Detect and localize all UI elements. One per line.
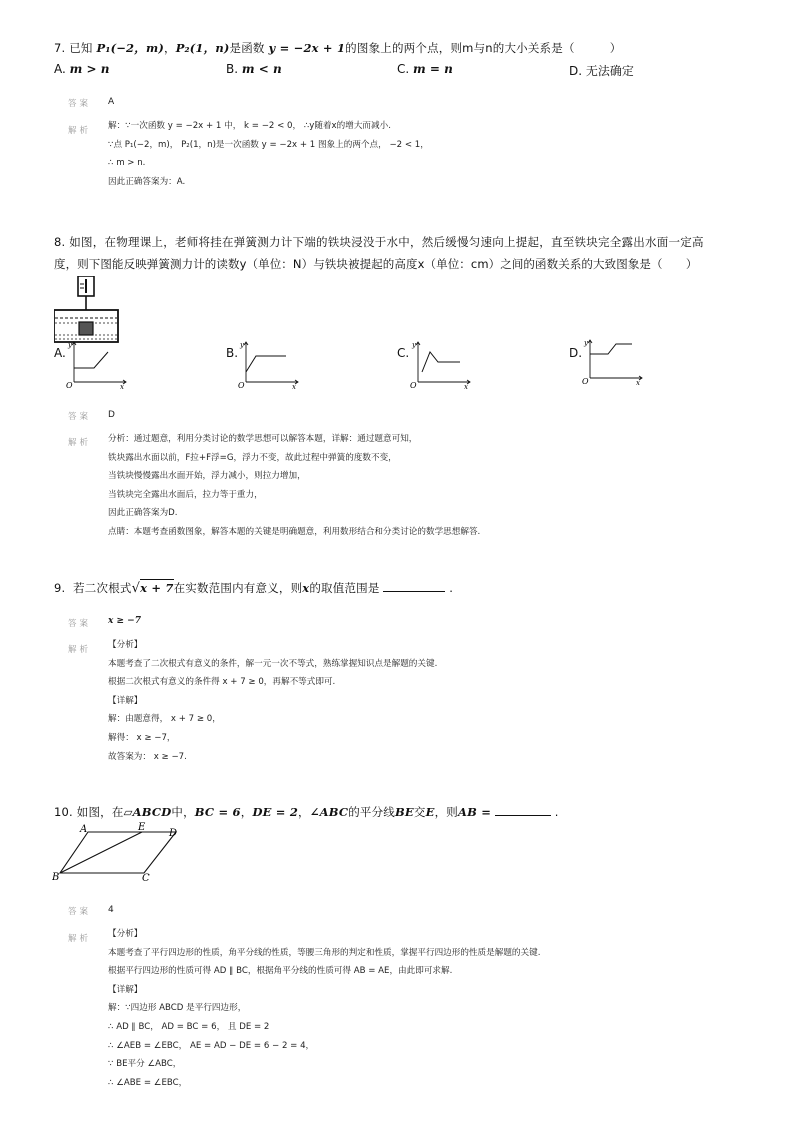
q9-stem-pre: 若二次根式 (73, 581, 132, 595)
q7-option-c-letter: C. (397, 62, 410, 76)
q7-option-b[interactable] (226, 62, 282, 76)
q10-stem-c: ， (298, 805, 310, 819)
q7-stem-post: 的图象上的两个点，则m与n的大小关系是（ ） (345, 41, 622, 55)
q10-stem-d: 的平分线 (348, 805, 395, 819)
q9-number: 9. (54, 581, 66, 595)
q9-radical: √ (131, 581, 141, 596)
q8-option-d-letter[interactable]: D. (569, 346, 583, 360)
q8-answer: D (108, 410, 115, 420)
point-a-label: A (80, 824, 88, 835)
spring-scale-figure (54, 276, 124, 344)
q10-analysis-line: ∵ BE平分 ∠ABC， (108, 1059, 182, 1070)
q7-point-p1: P₁(−2，m) (96, 41, 164, 55)
q7-number: 7. (54, 41, 66, 55)
q9-analysis-line: 【详解】 (108, 695, 143, 706)
q8-graph-c-y: y (412, 341, 416, 349)
q8-option-c-letter[interactable]: C. (397, 346, 410, 360)
q10-stem-e: 交 (413, 805, 426, 819)
q7-option-c[interactable] (397, 62, 453, 76)
q10-stem-b: ， (240, 805, 253, 819)
q7-stem-pre: 已知 (69, 41, 93, 55)
q7-analysis-line: 因此正确答案为：A. (108, 176, 186, 187)
q8-stem-line2: 度，则下图能反映弹簧测力计的读数y（单位：N）与铁块被提起的高度x（单位：cm）之间的函数关系的大致图象是（ ） (54, 257, 698, 271)
q8-answer-label: 答案 (68, 412, 92, 422)
q7-answer: A (108, 97, 115, 107)
q8-graph-a-y: y (68, 341, 72, 349)
point-e-label: E (138, 822, 146, 833)
q8-analysis-line: 分析：通过题意，利用分类讨论的数学思想可以解答本题，详解：通过题意可知， (108, 434, 418, 444)
q10-e: E (425, 805, 435, 819)
q10-analysis-line: ∴ AD ∥ BC， AD = BC = 6， 且 DE = 2 (108, 1021, 270, 1032)
q8-analysis (108, 430, 480, 542)
q7-stem-mid: 是函数 (229, 41, 265, 55)
q7-option-b-text: m < n (241, 62, 282, 76)
q9-var: x (302, 581, 310, 595)
q9-analysis-line: 故答案为： x ≥ −7. (108, 751, 187, 762)
q8-graph-a[interactable] (64, 338, 134, 390)
q10-analysis-label: 解析 (68, 934, 92, 944)
q10-analysis-line: 根据平行四边形的性质可得 AD ∥ BC，根据角平分线的性质可得 AB = AE，由此即可求解. (108, 966, 453, 977)
q9-analysis-line: 【分析】 (108, 640, 143, 650)
q10-analysis-line: ∴ ∠AEB = ∠EBC， AE = AD − DE = 6 − 2 = 4， (108, 1040, 315, 1051)
q8-analysis-line: 点睛：本题考查函数图象，解答本题的关键是明确题意，利用数形结合和分类讨论的数学思想解答. (108, 526, 481, 537)
q9-stem-mid: 在实数范围内有意义，则 (173, 581, 303, 595)
q8-analysis-line: 当铁块完全露出水面后，拉力等于重力， (108, 489, 263, 500)
q7-answer-label: 答案 (68, 99, 92, 109)
q8-graph-b-y: y (240, 341, 244, 349)
parallelogram-figure (52, 820, 184, 882)
q8-stem-line1: 如图，在物理课上，老师将挂在弹簧测力计下端的铁块浸没于水中，然后缓慢匀速向上提起，直至铁块完全露出水面一定高 (69, 235, 704, 249)
q9-analysis-line: 根据二次根式有意义的条件得 x + 7 ≥ 0，再解不等式即可. (108, 677, 336, 688)
q10-analysis-line: 【详解】 (108, 984, 143, 995)
q8-graph-d-x: x (636, 379, 640, 387)
q9-analysis-line: 解得： x ≥ −7， (108, 732, 176, 743)
q7-point-p2: P₂(1，n) (175, 41, 230, 55)
q10-analysis-line: 解：∵四边形 ABCD 是平行四边形， (108, 1003, 247, 1014)
point-d-label: D (169, 828, 178, 839)
q7-option-a-text: m > n (69, 62, 110, 76)
q10-answer-label: 答案 (68, 907, 92, 917)
q10-answer-blank[interactable] (495, 805, 551, 816)
q7-analysis-line: 解：∵一次函数 y = −2x + 1 中， k = −2 < 0， ∴y随着x的增大而减小. (108, 121, 391, 131)
q8-option-b-letter[interactable]: B. (226, 346, 239, 360)
q7-function: y = −2x + 1 (268, 41, 346, 55)
q8-graph-b[interactable] (236, 338, 306, 390)
q10-ab: AB = (457, 805, 492, 819)
q10-stem-f: ，则 (434, 805, 458, 819)
q8-analysis-line: 铁块露出水面以前，F拉+F浮=G，浮力不变，故此过程中弹簧的度数不变， (108, 452, 397, 463)
q7-stem (54, 40, 621, 56)
q7-option-d-letter: D. (569, 64, 583, 78)
q8-graph-c-origin: O (410, 381, 417, 390)
q10-number: 10. (54, 805, 73, 819)
q10-angle: ∠ABC (309, 805, 349, 819)
q9-stem-post: 的取值范围是 (309, 581, 380, 595)
q7-analysis (108, 117, 429, 191)
segment-be (60, 832, 142, 873)
q8-graph-d-y: y (584, 339, 588, 347)
q10-stem-a: 中， (171, 805, 195, 819)
q7-option-d-text: 无法确定 (585, 64, 634, 78)
q10-stem-end: . (554, 805, 559, 819)
q10-analysis-line: ∴ ∠ABE = ∠EBC， (108, 1077, 188, 1088)
q7-option-a-letter: A. (54, 62, 66, 76)
parallelogram-abcd (60, 832, 176, 873)
q8-graph-a-x: x (120, 383, 124, 390)
point-b-label: B (52, 872, 60, 882)
q8-graph-a-origin: O (66, 381, 73, 390)
q10-analysis-line: 【分析】 (108, 929, 143, 939)
q8-analysis-label: 解析 (68, 438, 92, 448)
q8-stem (54, 234, 704, 250)
q9-answer: x ≥ −7 (108, 616, 141, 626)
q8-graph-c[interactable] (408, 338, 478, 390)
q9-answer-blank[interactable] (383, 581, 445, 592)
point-c-label: C (142, 873, 150, 882)
q10-analysis-line: 本题考查了平行四边形的性质，角平分线的性质，等腰三角形的判定和性质，掌握平行四边形的性质是解题的关键. (108, 947, 541, 958)
q9-analysis-line: 本题考查了二次根式有意义的条件，解一元一次不等式，熟练掌握知识点是解题的关键. (108, 658, 438, 669)
q9-stem-end: . (449, 581, 454, 595)
q10-parallelogram: ▱ABCD (123, 805, 172, 819)
q10-de: DE = 2 (252, 805, 299, 819)
q8-number: 8. (54, 235, 66, 249)
q9-answer-label: 答案 (68, 619, 92, 629)
q8-analysis-line: 当铁块慢慢露出水面开始，浮力减小，则拉力增加， (108, 471, 306, 482)
q10-analysis (108, 925, 540, 1092)
q7-sep: ， (163, 41, 176, 55)
q7-analysis-line: ∴ m > n. (108, 158, 146, 169)
iron-block (79, 322, 93, 335)
q7-analysis-label: 解析 (68, 126, 92, 136)
q10-stem-pre: 如图，在 (76, 805, 124, 819)
q10-be: BE (395, 805, 414, 819)
q7-analysis-line: ∵点 P₁(−2，m)， P₂(1，n)是一次函数 y = −2x + 1 图象上的两个点， −2 < 1， (108, 139, 429, 150)
q7-option-b-letter: B. (226, 62, 239, 76)
q7-option-d[interactable] (569, 62, 634, 79)
q8-graph-b-x: x (292, 383, 296, 390)
q9-analysis (108, 636, 437, 766)
q8-graph-d-origin: O (582, 377, 589, 386)
q10-stem (54, 804, 559, 820)
q8-graph-b-origin: O (238, 381, 245, 390)
q8-option-a-letter[interactable]: A. (54, 346, 66, 360)
q10-bc: BC = 6 (194, 805, 241, 819)
q7-option-a[interactable] (54, 62, 109, 76)
q7-option-c-text: m = n (413, 62, 453, 76)
q9-radicand: x + 7 (140, 581, 174, 595)
q9-analysis-line: 解：由题意得， x + 7 ≥ 0， (108, 714, 221, 725)
q8-analysis-line: 因此正确答案为D. (108, 508, 178, 519)
q8-graph-c-x: x (464, 383, 468, 390)
q9-analysis-label: 解析 (68, 645, 92, 655)
q8-graph-d[interactable] (580, 336, 650, 388)
q10-answer: 4 (108, 905, 114, 915)
q9-stem (54, 580, 453, 596)
